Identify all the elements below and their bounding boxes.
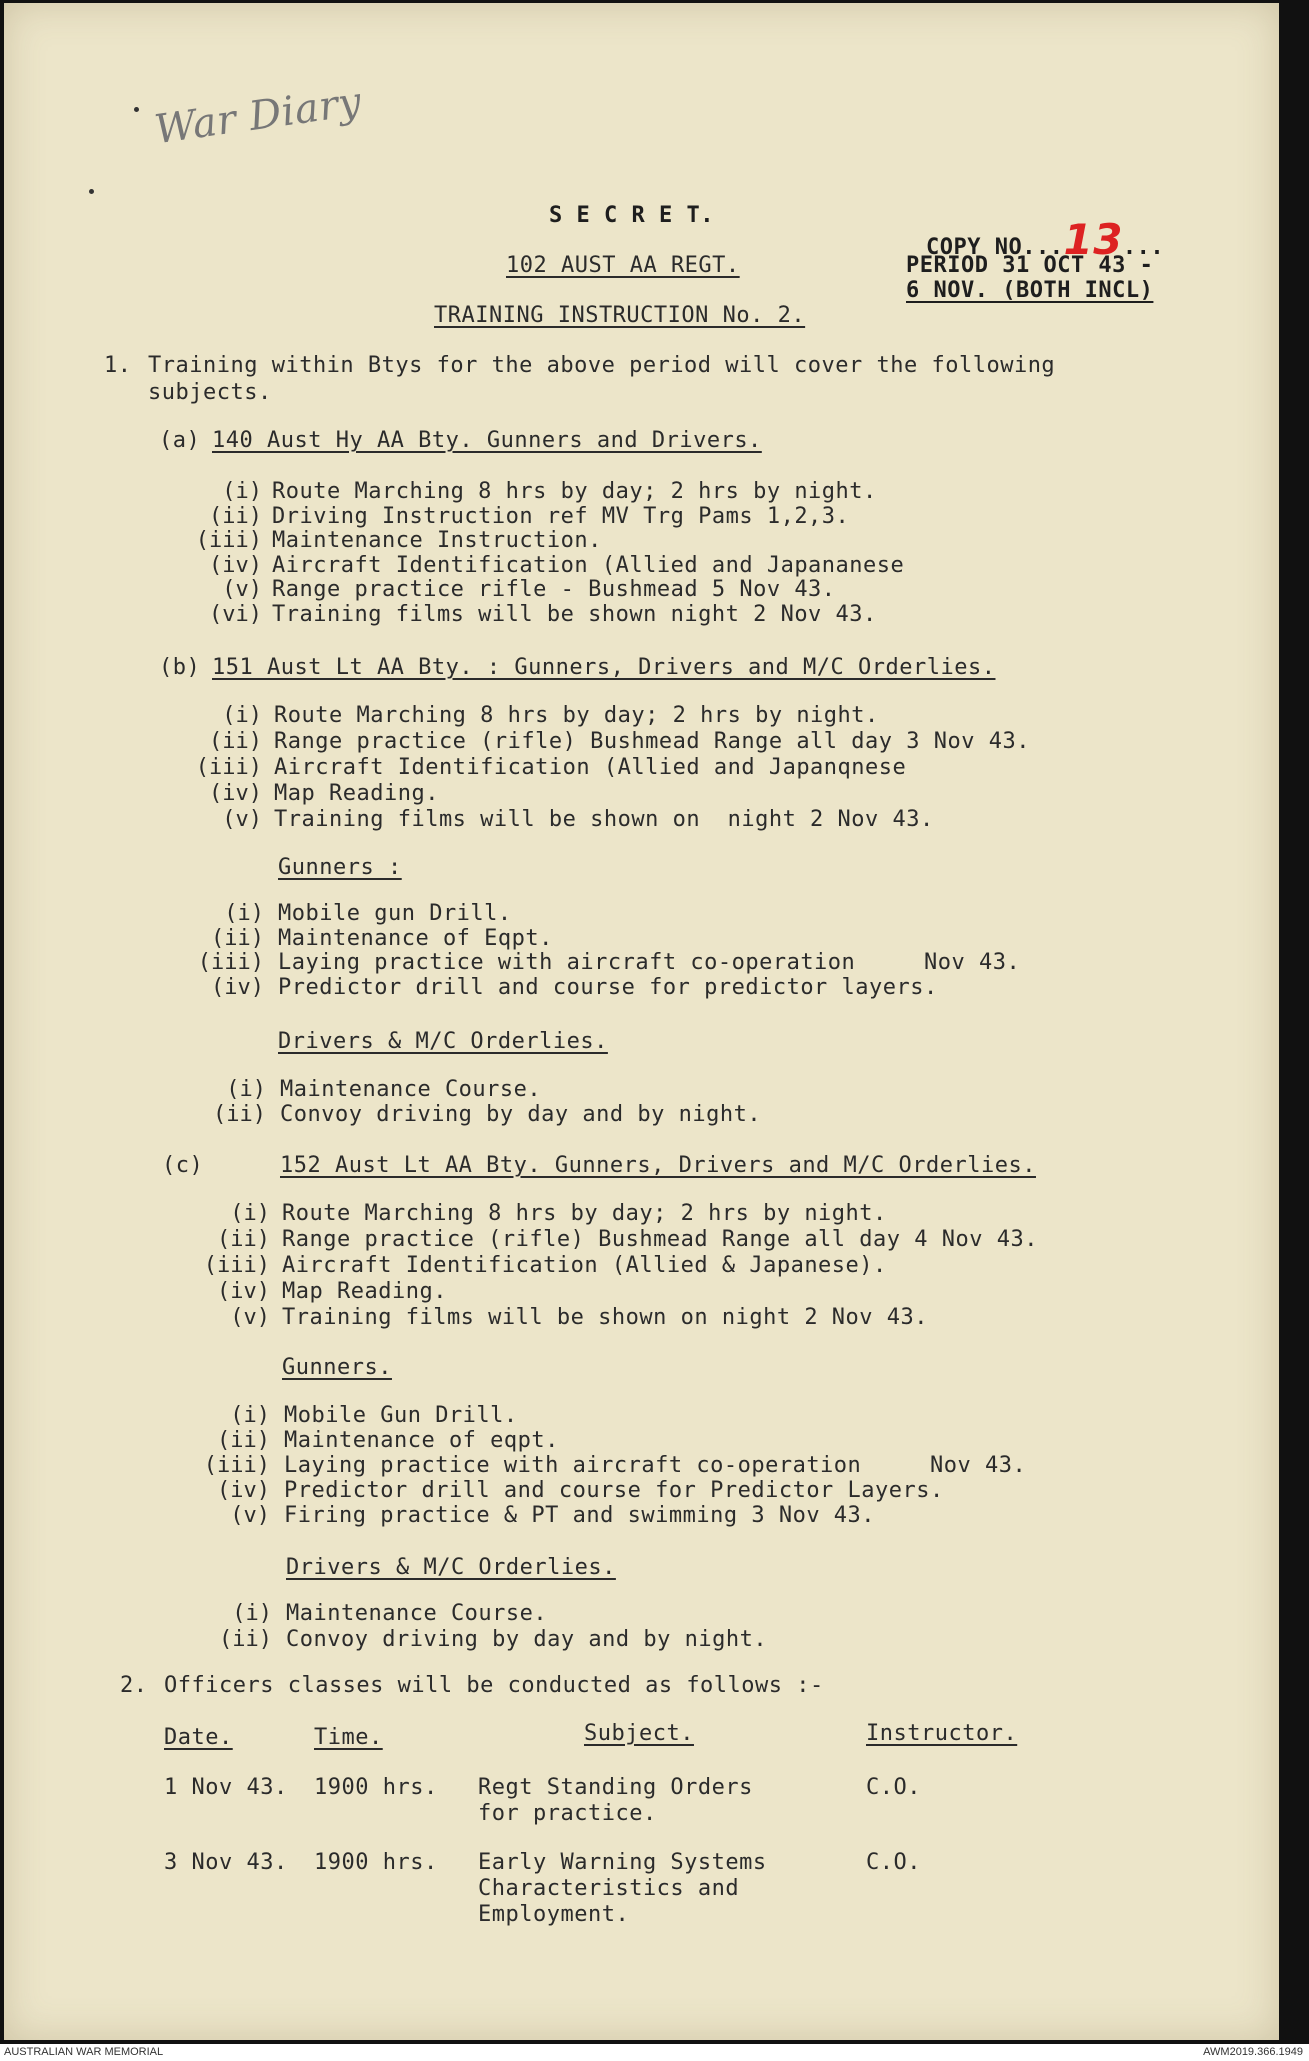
- item-number: (i): [224, 901, 264, 926]
- section-b-label: (b): [159, 655, 201, 680]
- item-number: (i): [232, 1601, 272, 1626]
- item-number: (v): [230, 1503, 270, 1528]
- para-1-intro-line2: subjects.: [148, 380, 272, 405]
- item-number: (vi): [209, 601, 262, 627]
- item-number: (iii): [203, 1453, 270, 1478]
- archive-footer: [0, 2044, 1309, 2061]
- section-c-drivers-heading: Drivers & M/C Orderlies.: [286, 1555, 616, 1580]
- row-2-subject-line1: Early Warning Systems: [478, 1850, 767, 1875]
- item-number: (iv): [211, 974, 264, 1000]
- item-number: (iv): [209, 781, 262, 806]
- row-1-instructor: C.O.: [866, 1775, 921, 1800]
- column-instructor: Instructor.: [866, 1721, 1018, 1746]
- para-1-number: 1.: [104, 353, 132, 378]
- item-number: (i): [230, 1201, 270, 1226]
- para-2-number: 2.: [120, 1673, 148, 1698]
- row-2-date: 3 Nov 43.: [164, 1850, 288, 1875]
- item-text: Training films will be shown on night 2 Nov 43.: [274, 807, 934, 832]
- row-1-date: 1 Nov 43.: [164, 1775, 288, 1800]
- item-number: (ii): [209, 503, 262, 529]
- item-text: Predictor drill and course for predictor layers.: [278, 974, 938, 1000]
- row-2-subject-line3: Employment.: [478, 1902, 630, 1927]
- para-1-intro-line1: Training within Btys for the above period will cover the following: [148, 353, 1056, 378]
- item-number: (ii): [219, 1627, 272, 1652]
- row-1-subject-line1: Regt Standing Orders: [478, 1775, 753, 1800]
- item-text: Mobile Gun Drill.: [284, 1403, 518, 1428]
- item-number: (ii): [211, 925, 264, 951]
- item-number: (v): [222, 807, 262, 832]
- row-2-time: 1900 hrs.: [314, 1850, 438, 1875]
- item-number: (iii): [195, 755, 262, 780]
- secret-heading: S E C R E T.: [549, 203, 714, 228]
- row-1-subject-line2: for practice.: [478, 1801, 657, 1826]
- column-time: Time.: [314, 1725, 383, 1750]
- item-number: (i): [230, 1403, 270, 1428]
- footer-left: AUSTRALIAN WAR MEMORIAL: [4, 2046, 164, 2058]
- item-number: (iii): [195, 528, 262, 553]
- item-number: (ii): [213, 1101, 266, 1127]
- section-a-label: (a): [159, 428, 201, 453]
- item-text: Laying practice with aircraft co-operation Nov 43.: [284, 1453, 1027, 1478]
- row-2-subject-line2: Characteristics and: [478, 1876, 740, 1901]
- item-text: Range practice rifle - Bushmead 5 Nov 43.: [272, 577, 836, 602]
- footer-right: AWM2019.366.1949: [1203, 2046, 1303, 2058]
- para-2-intro: Officers classes will be conducted as follows :-: [164, 1673, 824, 1698]
- item-text: Route Marching 8 hrs by day; 2 hrs by night.: [282, 1201, 887, 1226]
- document-page: [4, 3, 1279, 2040]
- item-number: (iii): [203, 1253, 270, 1278]
- unit-heading: 102 AUST AA REGT.: [506, 253, 740, 278]
- item-number: (i): [226, 1077, 266, 1102]
- copy-number-line: COPY NO...13...: [926, 215, 1165, 264]
- section-b-drivers-heading: Drivers & M/C Orderlies.: [278, 1029, 608, 1054]
- item-text: Mobile gun Drill.: [278, 901, 512, 926]
- handwritten-note: War Diary: [151, 78, 365, 154]
- item-text: Predictor drill and course for Predictor Layers.: [284, 1478, 944, 1503]
- section-b-heading: 151 Aust Lt AA Bty. : Gunners, Drivers and M/C Orderlies.: [212, 655, 996, 680]
- item-text: Range practice (rifle) Bushmead Range all day 3 Nov 43.: [274, 729, 1030, 754]
- item-number: (iv): [217, 1478, 270, 1503]
- item-text: Range practice (rifle) Bushmead Range all day 4 Nov 43.: [282, 1227, 1038, 1252]
- ink-mark: [134, 107, 139, 112]
- item-text: Maintenance Course.: [280, 1077, 542, 1102]
- item-number: (iii): [197, 950, 264, 975]
- item-number: (i): [222, 479, 262, 504]
- period-line-2: 6 NOV. (BOTH INCL): [906, 278, 1154, 303]
- section-a-heading: 140 Aust Hy AA Bty. Gunners and Drivers.: [212, 428, 762, 453]
- item-number: (i): [222, 703, 262, 728]
- item-text: Training films will be shown on night 2 Nov 43.: [282, 1305, 929, 1330]
- item-text: Route Marching 8 hrs by day; 2 hrs by night.: [274, 703, 879, 728]
- item-text: Firing practice & PT and swimming 3 Nov 43.: [284, 1503, 876, 1528]
- item-text: Maintenance Course.: [286, 1601, 548, 1626]
- punch-mark: [89, 189, 94, 194]
- item-text: Convoy driving by day and by night.: [280, 1101, 762, 1127]
- document-title: TRAINING INSTRUCTION No. 2.: [434, 303, 806, 328]
- item-text: Maintenance of eqpt.: [284, 1428, 559, 1453]
- period-line-1: PERIOD 31 OCT 43 -: [906, 253, 1154, 278]
- item-text: Maintenance Instruction.: [272, 528, 602, 553]
- item-number: (ii): [209, 729, 262, 754]
- column-date: Date.: [164, 1725, 233, 1750]
- item-text: Aircraft Identification (Allied & Japanese).: [282, 1253, 887, 1278]
- section-c-heading: 152 Aust Lt AA Bty. Gunners, Drivers and M/C Orderlies.: [280, 1153, 1036, 1178]
- item-text: Route Marching 8 hrs by day; 2 hrs by night.: [272, 479, 877, 504]
- section-c-gunners-heading: Gunners.: [282, 1355, 392, 1380]
- row-1-time: 1900 hrs.: [314, 1775, 438, 1800]
- item-text: Laying practice with aircraft co-operation Nov 43.: [278, 950, 1021, 975]
- item-text: Aircraft Identification (Allied and Japananese: [272, 552, 905, 578]
- section-c-label: (c): [162, 1153, 204, 1178]
- item-number: (iv): [209, 552, 262, 578]
- row-2-instructor: C.O.: [866, 1850, 921, 1875]
- item-text: Driving Instruction ref MV Trg Pams 1,2,3.: [272, 503, 850, 529]
- item-number: (iv): [217, 1279, 270, 1304]
- item-number: (ii): [217, 1227, 270, 1252]
- item-number: (ii): [217, 1428, 270, 1453]
- item-text: Training films will be shown night 2 Nov 43.: [272, 601, 877, 627]
- item-text: Map Reading.: [274, 781, 439, 806]
- section-b-gunners-heading: Gunners :: [278, 855, 402, 880]
- item-text: Convoy driving by day and by night.: [286, 1627, 768, 1652]
- item-text: Aircraft Identification (Allied and Japanqnese: [274, 755, 907, 780]
- item-text: Map Reading.: [282, 1279, 447, 1304]
- item-number: (v): [230, 1305, 270, 1330]
- copy-number: 13: [1063, 215, 1123, 264]
- item-number: (v): [222, 577, 262, 602]
- item-text: Maintenance of Eqpt.: [278, 925, 553, 951]
- column-subject: Subject.: [584, 1721, 694, 1746]
